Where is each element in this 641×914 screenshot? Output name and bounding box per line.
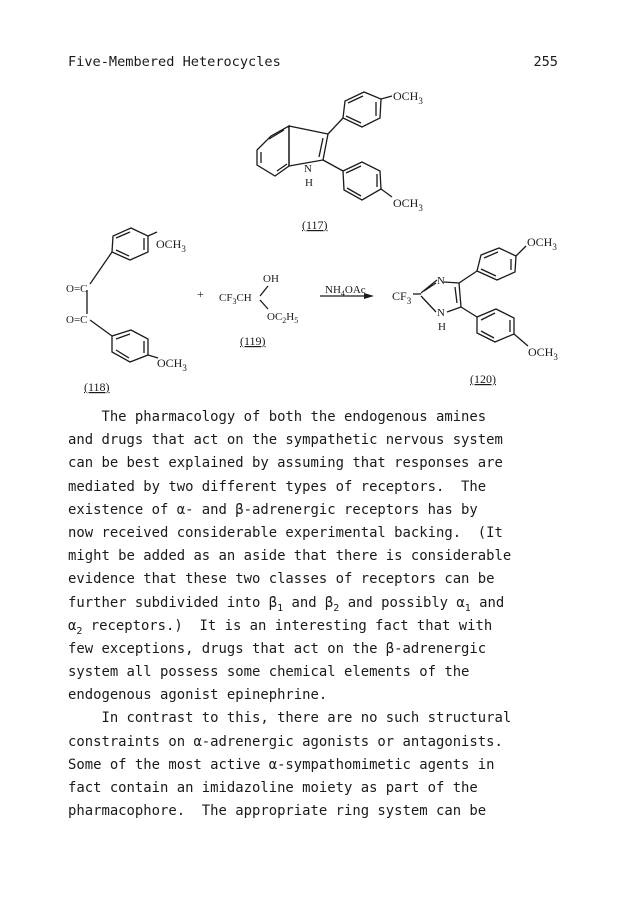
text-run: might be added as an aside that there is considerable xyxy=(68,548,512,565)
c117-och3-bottom: $OCH_3$ xyxy=(393,196,423,213)
text-run: can be best explained by assuming that responses are xyxy=(68,455,503,472)
compound-120-label: (120) xyxy=(470,372,496,386)
text-run: further subdivided into β xyxy=(68,594,278,611)
text-line xyxy=(68,522,568,545)
text-run: α xyxy=(68,617,77,634)
c120-och3-top: $OCH_3$ xyxy=(527,235,557,252)
c118-carbonyl-top: O=C xyxy=(66,283,88,295)
text-run: existence of α- and β-adrenergic receptors has by xyxy=(68,501,478,518)
reagent-nh4oac: $NH_4OAc$ xyxy=(325,284,366,298)
text-run: system all possess some chemical elements of the xyxy=(68,664,470,681)
text-run: Some of the most active α-sympathomimetic agents in xyxy=(68,756,495,773)
text-run: constraints on α-adrenergic agonists or antagonists. xyxy=(68,733,503,750)
text-run: and possibly α xyxy=(339,594,465,611)
text-line xyxy=(68,638,568,661)
text-line xyxy=(68,707,568,730)
text-line xyxy=(68,476,568,499)
text-run: The pharmacology of both the endogenous amines xyxy=(68,409,487,425)
text-line xyxy=(68,800,568,823)
subscript: 2 xyxy=(333,602,340,614)
text-line xyxy=(68,429,568,452)
c119-oh: OH xyxy=(263,273,279,285)
subscript: 2 xyxy=(76,625,83,637)
compound-118-structure xyxy=(87,228,158,362)
c117-ring-n: N xyxy=(304,163,312,175)
text-line xyxy=(68,568,568,591)
text-line xyxy=(68,545,568,568)
text-line xyxy=(68,499,568,522)
text-line xyxy=(68,592,568,615)
compound-119-label: (119) xyxy=(240,334,266,348)
text-run: and xyxy=(470,594,505,611)
text-run: and β xyxy=(283,594,334,611)
running-title: Five-Membered Heterocycles xyxy=(68,54,281,70)
text-run: few exceptions, drugs that act on the β-adrenergic xyxy=(68,640,487,657)
c120-ring-n-bottom: N xyxy=(437,307,445,319)
text-line xyxy=(68,731,568,754)
c118-och3-top: $OCH_3$ xyxy=(156,237,186,254)
text-line xyxy=(68,452,568,475)
c119-cf3ch: $CF_3CH$ xyxy=(219,292,252,306)
text-run: evidence that these two classes of receptors can be xyxy=(68,571,495,588)
text-run: and drugs that act on the sympathetic nervous system xyxy=(68,432,503,449)
compound-118-label: (118) xyxy=(84,380,110,394)
text-line xyxy=(68,754,568,777)
c118-carbonyl-bottom: O=C xyxy=(66,314,88,326)
plus-sign: + xyxy=(197,287,204,301)
c120-ring-n-top: N xyxy=(437,275,445,287)
page-number: 255 xyxy=(533,54,558,70)
text-run: fact contain an imidazoline moiety as part of the xyxy=(68,780,478,796)
compound-119-structure xyxy=(260,286,268,309)
text-run: receptors.) It is an interesting fact that with xyxy=(82,617,493,634)
c120-och3-bottom: $OCH_3$ xyxy=(528,345,558,362)
text-line xyxy=(68,661,568,684)
text-run: now received considerable experimental backing. (It xyxy=(68,524,503,541)
text-line xyxy=(68,406,568,429)
reaction-scheme-figure xyxy=(0,0,641,400)
subscript: 1 xyxy=(277,602,284,614)
text-line xyxy=(68,684,568,707)
compound-117-structure xyxy=(257,92,392,200)
c120-ring-h: H xyxy=(438,321,446,333)
c118-och3-bottom: $OCH_3$ xyxy=(157,356,187,373)
text-line xyxy=(68,615,568,638)
text-run: pharmacophore. The appropriate ring system can be xyxy=(68,803,487,820)
text-run: In contrast to this, there are no such structural xyxy=(68,710,512,727)
text-run: mediated by two different types of receptors. The xyxy=(68,478,487,495)
c117-ring-h: H xyxy=(305,177,313,189)
body-text xyxy=(68,406,568,823)
subscript: 1 xyxy=(464,602,471,614)
compound-117-label: (117) xyxy=(302,218,328,232)
text-line xyxy=(68,777,568,800)
text-run: endogenous agonist epinephrine. xyxy=(68,687,328,704)
c117-och3-top: $OCH_3$ xyxy=(393,89,423,106)
c119-oc2h5: $OC_2H_5$ xyxy=(267,311,299,325)
compound-120-structure xyxy=(413,246,528,346)
c120-cf3: $CF_3$ xyxy=(392,289,412,306)
